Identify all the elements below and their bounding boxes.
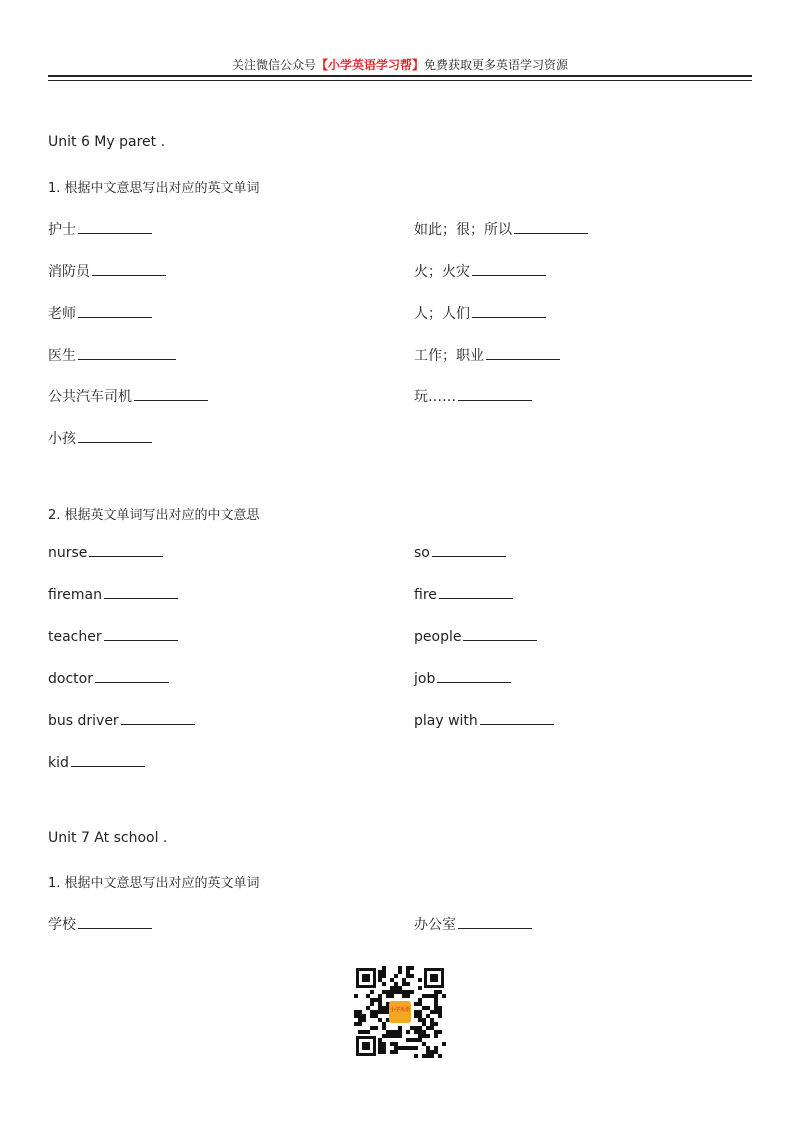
vocab-item	[48, 914, 152, 934]
answer-blank[interactable]	[104, 639, 178, 641]
qr-module	[370, 1026, 374, 1030]
qr-module	[382, 1050, 386, 1054]
qr-module	[418, 978, 422, 982]
answer-blank[interactable]	[78, 232, 152, 234]
vocab-item	[48, 345, 176, 365]
qr-module	[426, 1046, 430, 1050]
qr-module	[362, 1014, 366, 1018]
qr-module	[366, 1006, 370, 1010]
qr-module	[418, 986, 422, 990]
qr-module	[386, 1030, 390, 1034]
qr-module	[438, 1030, 442, 1034]
answer-blank[interactable]	[104, 597, 178, 599]
qr-module	[398, 990, 402, 994]
qr-module	[378, 1006, 382, 1010]
qr-module	[390, 986, 394, 990]
vocab-item	[414, 545, 506, 561]
qr-module	[402, 990, 406, 994]
vocab-item	[414, 914, 532, 934]
qr-module	[382, 1006, 386, 1010]
qr-module	[434, 1002, 438, 1006]
qr-module	[398, 966, 402, 970]
qr-module	[394, 1034, 398, 1038]
qr-module	[406, 982, 410, 986]
vocab-prompt: 医生	[48, 348, 76, 364]
qr-module	[410, 990, 414, 994]
qr-module	[438, 990, 442, 994]
qr-module	[426, 1026, 430, 1030]
qr-module	[382, 970, 386, 974]
answer-blank[interactable]	[472, 274, 546, 276]
qr-module	[354, 1014, 358, 1018]
vocab-prompt: doctor	[48, 671, 93, 687]
qr-module	[402, 1046, 406, 1050]
qr-module	[398, 1034, 402, 1038]
vocab-prompt: 办公室	[414, 917, 456, 933]
answer-blank[interactable]	[78, 316, 152, 318]
vocab-item	[48, 629, 178, 645]
qr-module	[426, 1050, 430, 1054]
qr-module	[386, 990, 390, 994]
qr-module	[434, 1050, 438, 1054]
unit6-section1-instruction: 1. 根据中文意思写出对应的英文单词	[48, 181, 260, 196]
header-highlight: 【小学英语学习帮】	[315, 58, 424, 72]
answer-blank[interactable]	[439, 597, 513, 599]
qr-module	[394, 1030, 398, 1034]
qr-module	[394, 982, 398, 986]
header-suffix: 免费获取更多英语学习资源	[424, 58, 569, 72]
answer-blank[interactable]	[463, 639, 537, 641]
vocab-prompt: kid	[48, 755, 69, 771]
answer-blank[interactable]	[78, 441, 152, 443]
qr-module	[434, 1034, 438, 1038]
page-header	[48, 56, 752, 73]
qr-module	[414, 1010, 418, 1014]
qr-module	[406, 974, 410, 978]
qr-module	[406, 966, 410, 970]
qr-module	[378, 1002, 382, 1006]
qr-module	[418, 1026, 422, 1030]
qr-module	[402, 978, 406, 982]
qr-module	[418, 1038, 422, 1042]
qr-module	[398, 970, 402, 974]
qr-module	[434, 1006, 438, 1010]
qr-module	[430, 1050, 434, 1054]
qr-module	[418, 1030, 422, 1034]
vocab-prompt: bus driver	[48, 713, 119, 729]
vocab-prompt: 公共汽车司机	[48, 389, 132, 405]
qr-module	[354, 1010, 358, 1014]
vocab-prompt: 老师	[48, 306, 76, 322]
qr-module	[394, 990, 398, 994]
unit6-title: Unit 6 My paret .	[48, 134, 166, 150]
qr-module	[394, 1042, 398, 1046]
unit7-section1-instruction: 1. 根据中文意思写出对应的英文单词	[48, 876, 260, 891]
qr-module	[374, 1026, 378, 1030]
qr-module	[426, 1014, 430, 1018]
answer-blank[interactable]	[92, 274, 166, 276]
qr-module	[382, 982, 386, 986]
qr-module	[382, 1034, 386, 1038]
vocab-prompt: 工作；职业	[414, 348, 484, 364]
qr-module	[418, 1002, 422, 1006]
qr-module	[386, 1034, 390, 1038]
qr-module	[418, 1014, 422, 1018]
qr-module	[378, 978, 382, 982]
vocab-item	[48, 671, 169, 687]
qr-module	[430, 1054, 434, 1058]
answer-blank[interactable]	[95, 681, 169, 683]
qr-module	[434, 1022, 438, 1026]
header-rule-thin	[48, 80, 752, 81]
qr-module	[414, 1026, 418, 1030]
qr-module	[382, 1046, 386, 1050]
qr-module	[422, 1006, 426, 1010]
qr-module	[378, 974, 382, 978]
qr-module	[370, 1014, 374, 1018]
qr-module	[358, 1018, 362, 1022]
answer-blank[interactable]	[78, 927, 152, 929]
qr-module	[434, 1030, 438, 1034]
vocab-prompt: 人；人们	[414, 306, 470, 322]
qr-module	[378, 994, 382, 998]
qr-module	[394, 1046, 398, 1050]
qr-module	[414, 1054, 418, 1058]
answer-blank[interactable]	[121, 723, 195, 725]
qr-module	[382, 1022, 386, 1026]
qr-module	[374, 1014, 378, 1018]
qr-module	[390, 1034, 394, 1038]
vocab-prompt: 如此；很；所以	[414, 222, 512, 238]
qr-module	[434, 998, 438, 1002]
qr-module	[438, 1014, 442, 1018]
vocab-prompt: 护士	[48, 222, 76, 238]
qr-module	[422, 1034, 426, 1038]
qr-module	[390, 1042, 394, 1046]
qr-module	[434, 1046, 438, 1050]
answer-blank[interactable]	[78, 358, 176, 360]
answer-blank[interactable]	[480, 723, 554, 725]
qr-module	[402, 994, 406, 998]
vocab-item	[414, 386, 532, 406]
answer-blank[interactable]	[472, 316, 546, 318]
qr-module	[394, 986, 398, 990]
qr-module	[418, 1018, 422, 1022]
header-rule-thick	[48, 75, 752, 77]
qr-module	[414, 1002, 418, 1006]
qr-module	[394, 1050, 398, 1054]
qr-module	[390, 1050, 394, 1054]
vocab-item	[414, 303, 546, 323]
unit6-section2-instruction: 2. 根据英文单词写出对应的中文意思	[48, 508, 260, 523]
qr-module	[422, 1018, 426, 1022]
qr-module	[414, 1046, 418, 1050]
qr-module	[434, 1010, 438, 1014]
qr-module	[374, 1010, 378, 1014]
vocab-item	[48, 428, 152, 448]
vocab-item	[48, 545, 163, 561]
qr-module	[378, 1018, 382, 1022]
qr-module	[406, 1038, 410, 1042]
vocab-item	[48, 713, 195, 729]
qr-module	[354, 1022, 358, 1026]
qr-module	[414, 1014, 418, 1018]
answer-blank[interactable]	[134, 399, 208, 401]
qr-module	[390, 978, 394, 982]
qr-module	[378, 1010, 382, 1014]
answer-blank[interactable]	[71, 765, 145, 767]
vocab-prompt: 玩……	[414, 389, 456, 405]
qr-module	[410, 966, 414, 970]
qr-module	[430, 1026, 434, 1030]
qr-module	[398, 1026, 402, 1030]
qr-module	[426, 1006, 430, 1010]
answer-blank[interactable]	[486, 358, 560, 360]
qr-module	[422, 994, 426, 998]
answer-blank[interactable]	[458, 399, 532, 401]
qr-module	[362, 1018, 366, 1022]
qr-module	[378, 1046, 382, 1050]
qr-module	[430, 1018, 434, 1022]
vocab-prompt: play with	[414, 713, 478, 729]
qr-logo-text: 小学英语	[389, 1007, 411, 1013]
qr-module	[358, 1022, 362, 1026]
vocab-item	[48, 261, 166, 281]
vocab-prompt: fire	[414, 587, 437, 603]
qr-code	[354, 966, 446, 1058]
qr-module	[398, 1046, 402, 1050]
vocab-prompt: nurse	[48, 545, 88, 561]
qr-module	[402, 982, 406, 986]
qr-module	[410, 1046, 414, 1050]
vocab-prompt: job	[414, 671, 436, 687]
qr-module	[390, 994, 394, 998]
answer-blank[interactable]	[514, 232, 588, 234]
qr-module	[398, 986, 402, 990]
vocab-item	[48, 755, 145, 771]
qr-module	[418, 998, 422, 1002]
answer-blank[interactable]	[437, 681, 511, 683]
qr-module	[362, 1030, 366, 1034]
qr-module	[434, 990, 438, 994]
qr-module	[398, 1030, 402, 1034]
qr-module	[422, 1042, 426, 1046]
qr-module	[354, 994, 358, 998]
qr-module	[438, 1010, 442, 1014]
qr-module	[386, 994, 390, 998]
vocab-item	[414, 587, 513, 603]
qr-module	[382, 974, 386, 978]
header-prefix: 关注微信公众号	[231, 58, 316, 72]
vocab-prompt: fireman	[48, 587, 102, 603]
vocab-prompt: so	[414, 545, 430, 561]
vocab-item	[414, 713, 554, 729]
answer-blank[interactable]	[89, 555, 163, 557]
vocab-item	[48, 219, 152, 239]
qr-module	[390, 1030, 394, 1034]
qr-module	[414, 1030, 418, 1034]
qr-module	[366, 1030, 370, 1034]
qr-module	[366, 994, 370, 998]
answer-blank[interactable]	[458, 927, 532, 929]
qr-module	[414, 1038, 418, 1042]
qr-module	[430, 1010, 434, 1014]
qr-module	[406, 970, 410, 974]
qr-module	[382, 1010, 386, 1014]
qr-module	[382, 966, 386, 970]
qr-module	[382, 990, 386, 994]
qr-module	[438, 1006, 442, 1010]
qr-module	[426, 1034, 430, 1038]
vocab-item	[48, 303, 152, 323]
qr-module	[406, 1046, 410, 1050]
vocab-item	[414, 671, 511, 687]
vocab-item	[414, 261, 546, 281]
vocab-prompt: 消防员	[48, 264, 90, 280]
qr-module	[430, 994, 434, 998]
qr-module	[374, 998, 378, 1002]
qr-module	[394, 974, 398, 978]
qr-module	[422, 1054, 426, 1058]
qr-module	[418, 1034, 422, 1038]
qr-module	[422, 1030, 426, 1034]
qr-module	[410, 1038, 414, 1042]
vocab-item	[414, 629, 537, 645]
qr-module	[370, 1010, 374, 1014]
qr-module	[422, 1022, 426, 1026]
qr-module	[370, 1002, 374, 1006]
qr-module	[378, 1050, 382, 1054]
qr-module	[378, 970, 382, 974]
vocab-prompt: 小孩	[48, 431, 76, 447]
qr-module	[378, 1042, 382, 1046]
qr-module	[406, 994, 410, 998]
vocab-prompt: people	[414, 629, 462, 645]
answer-blank[interactable]	[432, 555, 506, 557]
unit7-title: Unit 7 At school .	[48, 830, 168, 846]
qr-module	[410, 974, 414, 978]
qr-module	[382, 1026, 386, 1030]
vocab-item	[414, 219, 588, 239]
qr-module	[358, 1030, 362, 1034]
qr-module	[370, 998, 374, 1002]
vocab-prompt: 火；火灾	[414, 264, 470, 280]
qr-module	[430, 1022, 434, 1026]
qr-module	[406, 1030, 410, 1034]
qr-module	[378, 998, 382, 1002]
qr-module	[358, 1010, 362, 1014]
qr-module	[410, 1026, 414, 1030]
vocab-prompt: teacher	[48, 629, 102, 645]
vocab-item	[48, 587, 178, 603]
qr-module	[426, 994, 430, 998]
qr-module	[358, 1014, 362, 1018]
qr-module	[438, 1054, 442, 1058]
qr-module	[418, 1010, 422, 1014]
vocab-prompt: 学校	[48, 917, 76, 933]
vocab-item	[414, 345, 560, 365]
qr-module	[378, 1038, 382, 1042]
qr-module	[434, 994, 438, 998]
vocab-item	[48, 386, 208, 406]
qr-module	[442, 994, 446, 998]
qr-module	[390, 990, 394, 994]
qr-module	[370, 990, 374, 994]
qr-module	[442, 1042, 446, 1046]
qr-module	[426, 1054, 430, 1058]
qr-module	[382, 1042, 386, 1046]
qr-module	[406, 990, 410, 994]
